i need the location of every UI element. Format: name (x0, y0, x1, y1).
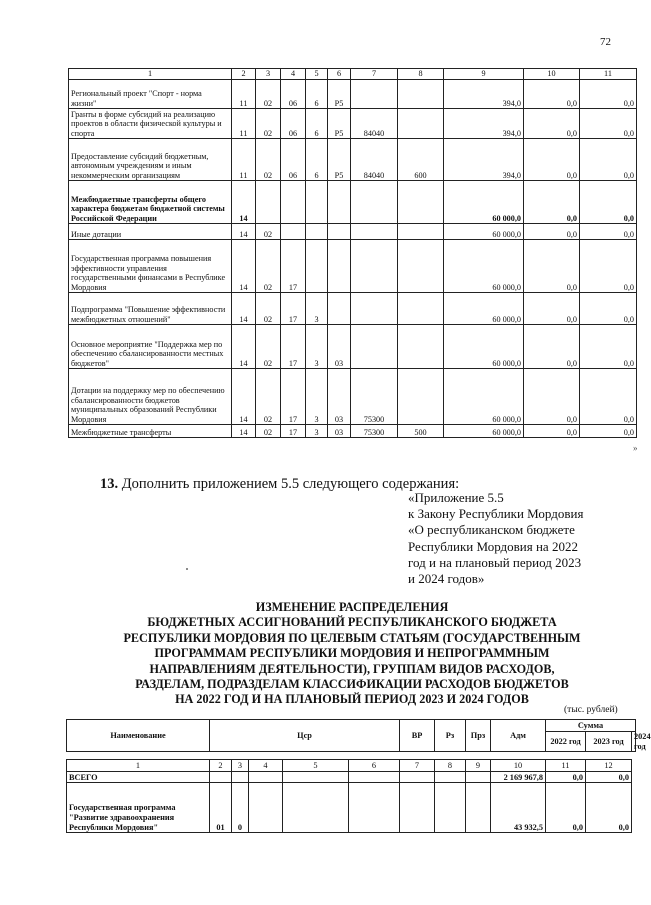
code-cell (328, 293, 351, 325)
amount-cell: 0,0 (524, 240, 580, 293)
code-cell: 17 (281, 325, 306, 369)
title-line: ИЗМЕНЕНИЕ РАСПРЕДЕЛЕНИЯ (255, 600, 449, 614)
header-prz: Прз (466, 720, 491, 752)
table-row (69, 293, 637, 325)
code-cell: 3 (306, 293, 328, 325)
code-cell: 03 (328, 425, 351, 438)
code-cell (466, 783, 491, 833)
column-number: 2 (210, 760, 232, 772)
code-cell (398, 224, 444, 240)
code-cell (351, 240, 398, 293)
appendix-ref-line: к Закону Республики Мордовия (408, 506, 584, 522)
amount-cell: 394,0 (444, 80, 524, 109)
code-cell: 02 (256, 240, 281, 293)
amount-cell: 0,0 (580, 224, 637, 240)
header-name: Наименование (67, 720, 210, 752)
amount-cell: 0,0 (524, 293, 580, 325)
amount-cell: 0,0 (580, 293, 637, 325)
amount-cell: 394,0 (444, 109, 524, 139)
code-cell: 3 (306, 325, 328, 369)
code-cell: 14 (232, 425, 256, 438)
header-vr: ВР (400, 720, 435, 752)
appendix-ref-line: «Приложение 5.5 (408, 490, 504, 505)
header-year-2023: 2023 год (586, 732, 632, 752)
title-line: ПРОГРАММАМ РЕСПУБЛИКИ МОРДОВИЯ И НЕПРОГРАММНЫМ (154, 646, 550, 661)
amount-cell: 43 932,5 (491, 783, 546, 833)
column-number: 11 (546, 760, 586, 772)
table-row (69, 109, 637, 139)
code-cell: 06 (281, 109, 306, 139)
code-cell (351, 325, 398, 369)
spacer-row (67, 752, 632, 760)
column-number: 1 (69, 69, 232, 80)
title-line: НАПРАВЛЕНИЯМ ДЕЯТЕЛЬНОСТИ), ГРУППАМ ВИДОВ РАСХОДОВ, (149, 661, 555, 676)
column-number: 5 (306, 69, 328, 80)
row-name: ВСЕГО (67, 772, 210, 783)
amendment-text: Дополнить приложением 5.5 следующего содержания: (121, 476, 460, 492)
code-cell: 17 (281, 293, 306, 325)
code-cell: 03 (328, 369, 351, 425)
column-number: 12 (586, 760, 632, 772)
code-cell: 3 (306, 369, 328, 425)
code-cell: 06 (281, 139, 306, 181)
amount-cell: 0,0 (524, 224, 580, 240)
table-row (69, 425, 637, 438)
column-number: 10 (524, 69, 580, 80)
amount-cell: 0,0 (524, 425, 580, 438)
code-cell (349, 772, 400, 783)
amount-cell: 60 000,0 (444, 325, 524, 369)
column-number: 7 (351, 69, 398, 80)
code-cell: 11 (232, 109, 256, 139)
column-number: 8 (398, 69, 444, 80)
code-cell (349, 783, 400, 833)
column-number: 9 (444, 69, 524, 80)
code-cell (398, 109, 444, 139)
table-row (69, 139, 637, 181)
column-number: 10 (491, 760, 546, 772)
code-cell (328, 224, 351, 240)
amount-cell: 0,0 (524, 80, 580, 109)
row-name: Гранты в форме субсидий на реализацию проектов в области физической культуры и спорта (69, 109, 232, 139)
code-cell: 84040 (351, 109, 398, 139)
code-cell (232, 772, 249, 783)
code-cell: 02 (256, 139, 281, 181)
column-number: 2 (232, 69, 256, 80)
code-cell: 84040 (351, 139, 398, 181)
header-rz: Рз (435, 720, 466, 752)
amount-cell: 0,0 (546, 783, 586, 833)
column-number: 8 (435, 760, 466, 772)
units-label: (тыс. рублей) (564, 705, 618, 715)
code-cell: 01 (210, 783, 232, 833)
code-cell: 6 (306, 80, 328, 109)
code-cell (398, 80, 444, 109)
row-name: Региональный проект "Спорт - норма жизни" (69, 80, 232, 109)
code-cell: 02 (256, 293, 281, 325)
row-name: Подпрограмма "Повышение эффективности межбюджетных отношений" (69, 293, 232, 325)
code-cell: 14 (232, 240, 256, 293)
code-cell: 14 (232, 181, 256, 224)
column-number: 4 (249, 760, 283, 772)
code-cell (398, 181, 444, 224)
code-cell: 14 (232, 224, 256, 240)
column-number: 11 (580, 69, 637, 80)
code-cell (281, 224, 306, 240)
code-cell: P5 (328, 80, 351, 109)
amount-cell: 60 000,0 (444, 224, 524, 240)
code-cell (400, 772, 435, 783)
table-row (69, 325, 637, 369)
amount-cell: 60 000,0 (444, 369, 524, 425)
column-number: 6 (328, 69, 351, 80)
header-sum: Сумма (546, 720, 636, 732)
title-line: РЕСПУБЛИКИ МОРДОВИЯ ПО ЦЕЛЕВЫМ СТАТЬЯМ (ГОСУДАРСТВЕННЫМ (123, 630, 581, 645)
amount-cell: 0,0 (580, 139, 637, 181)
column-number: 6 (349, 760, 400, 772)
code-cell: 17 (281, 369, 306, 425)
amount-cell: 0,0 (524, 369, 580, 425)
amendment-line (100, 476, 459, 493)
amount-cell: 60 000,0 (444, 293, 524, 325)
code-cell (210, 772, 232, 783)
amount-cell: 0,0 (524, 109, 580, 139)
row-name: Основное мероприятие "Поддержка мер по обеспечению сбалансированности местных бюджетов" (69, 325, 232, 369)
code-cell (281, 181, 306, 224)
code-cell: 02 (256, 80, 281, 109)
row-name: Предоставление субсидий бюджетным, автономным учреждениям и иным некоммерческим организациям (69, 139, 232, 181)
code-cell (283, 783, 349, 833)
header-year-2022: 2022 год (546, 732, 586, 752)
code-cell (249, 772, 283, 783)
row-name: Государственная программа повышения эффективности управления государственными финансами в Республике Мордовия (69, 240, 232, 293)
code-cell (398, 240, 444, 293)
code-cell: 17 (281, 240, 306, 293)
column-number: 1 (67, 760, 210, 772)
column-number: 7 (400, 760, 435, 772)
column-number-row (69, 69, 637, 80)
amendment-number: 13. (100, 476, 119, 492)
amount-cell: 60 000,0 (444, 181, 524, 224)
code-cell: 02 (256, 369, 281, 425)
code-cell (466, 772, 491, 783)
code-cell: 14 (232, 293, 256, 325)
code-cell: 17 (281, 425, 306, 438)
code-cell (306, 181, 328, 224)
row-name: Межбюджетные трансферты (69, 425, 232, 438)
stray-dot (186, 568, 188, 570)
amount-cell: 0,0 (580, 181, 637, 224)
code-cell (249, 783, 283, 833)
code-cell: 11 (232, 80, 256, 109)
column-number: 5 (283, 760, 349, 772)
appendix-ref-line: Республики Мордовия на 2022 (408, 538, 578, 554)
code-cell (398, 293, 444, 325)
amount-cell: 0,0 (580, 425, 637, 438)
table-row (67, 783, 636, 833)
header-csr: Цср (210, 720, 400, 752)
amount-cell: 0,0 (580, 80, 637, 109)
column-number: 9 (466, 760, 491, 772)
column-number-row (67, 760, 636, 772)
code-cell: 02 (256, 325, 281, 369)
code-cell (328, 181, 351, 224)
code-cell: 75300 (351, 425, 398, 438)
code-cell (256, 181, 281, 224)
amount-cell: 0,0 (524, 139, 580, 181)
row-name: Государственная программа "Развитие здравоохранения Республики Мордовия" (67, 783, 210, 833)
table-row (69, 224, 637, 240)
amount-cell: 0,0 (524, 325, 580, 369)
column-number: 3 (232, 760, 249, 772)
row-name: Межбюджетные трансферты общего характера бюджетам бюджетной системы Российской Федерации (69, 181, 232, 224)
closing-quote-mark: » (633, 443, 638, 453)
code-cell: 75300 (351, 369, 398, 425)
code-cell (351, 293, 398, 325)
code-cell: 500 (398, 425, 444, 438)
code-cell: 14 (232, 325, 256, 369)
amount-cell: 2 169 967,8 (491, 772, 546, 783)
appendix-reference (408, 490, 583, 587)
document-title (70, 600, 634, 708)
code-cell (400, 783, 435, 833)
amount-cell: 0,0 (586, 783, 632, 833)
title-line: БЮДЖЕТНЫХ АССИГНОВАНИЙ РЕСПУБЛИКАНСКОГО БЮДЖЕТА (147, 615, 557, 630)
appendix-ref-line: и 2024 годов» (408, 571, 485, 587)
header-year-2024: 2024 год (632, 732, 636, 752)
amount-cell: 0,0 (580, 109, 637, 139)
code-cell (351, 181, 398, 224)
table-row (69, 80, 637, 109)
code-cell: 03 (328, 325, 351, 369)
amount-cell: 394,0 (444, 139, 524, 181)
amount-cell: 0,0 (580, 240, 637, 293)
appendix-ref-line: «О республиканском бюджете (408, 522, 575, 538)
row-name: Дотации на поддержку мер по обеспечению сбалансированности бюджетов муниципальных образований Республики Мордовия (69, 369, 232, 425)
amount-cell: 60 000,0 (444, 425, 524, 438)
code-cell (306, 240, 328, 293)
code-cell: 14 (232, 369, 256, 425)
code-cell (351, 80, 398, 109)
page-number: 72 (600, 36, 611, 48)
title-line: НА 2022 ГОД И НА ПЛАНОВЫЙ ПЕРИОД 2023 И 2024 ГОДОВ (175, 692, 529, 707)
column-number: 3 (256, 69, 281, 80)
code-cell: 600 (398, 139, 444, 181)
code-cell: 02 (256, 425, 281, 438)
budget-table-continued (68, 68, 637, 438)
code-cell: P5 (328, 139, 351, 181)
code-cell (328, 240, 351, 293)
amount-cell: 0,0 (580, 369, 637, 425)
table-row (69, 181, 637, 224)
appendix-ref-line: год и на плановый период 2023 (408, 554, 582, 570)
table-row (69, 369, 637, 425)
code-cell: 6 (306, 109, 328, 139)
code-cell (306, 224, 328, 240)
code-cell (398, 325, 444, 369)
appendix-table (66, 719, 651, 833)
code-cell (283, 772, 349, 783)
code-cell (398, 369, 444, 425)
code-cell: 3 (306, 425, 328, 438)
code-cell: 6 (306, 139, 328, 181)
amount-cell: 0,0 (580, 325, 637, 369)
code-cell (435, 783, 466, 833)
code-cell: 11 (232, 139, 256, 181)
amount-cell: 0,0 (586, 772, 632, 783)
amount-cell: 0,0 (524, 181, 580, 224)
title-line: РАЗДЕЛАМ, ПОДРАЗДЕЛАМ КЛАССИФИКАЦИИ РАСХОДОВ БЮДЖЕТОВ (135, 677, 569, 692)
amount-cell: 0,0 (546, 772, 586, 783)
code-cell: 0 (232, 783, 249, 833)
table-row (69, 240, 637, 293)
code-cell: 02 (256, 224, 281, 240)
code-cell: P5 (328, 109, 351, 139)
amount-cell: 60 000,0 (444, 240, 524, 293)
code-cell (435, 772, 466, 783)
column-number: 4 (281, 69, 306, 80)
row-name: Иные дотации (69, 224, 232, 240)
header-adm: Адм (491, 720, 546, 752)
code-cell: 02 (256, 109, 281, 139)
code-cell (351, 224, 398, 240)
table-row (67, 772, 636, 783)
code-cell: 06 (281, 80, 306, 109)
